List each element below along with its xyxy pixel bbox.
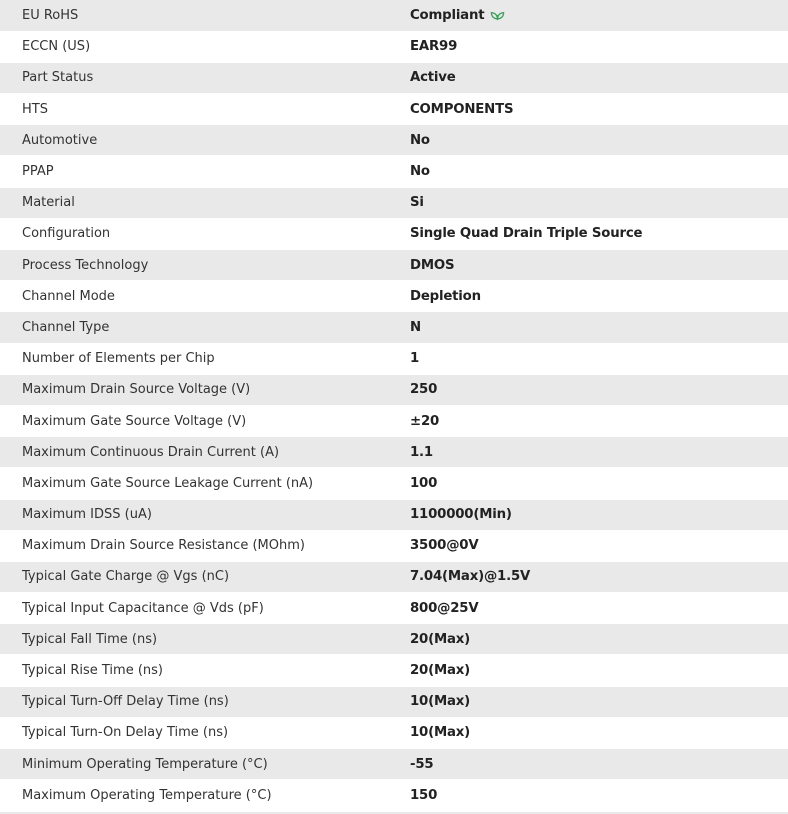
spec-value: COMPONENTS: [410, 101, 514, 117]
spec-label: Maximum IDSS (uA): [22, 507, 152, 523]
spec-label: Maximum Drain Source Voltage (V): [22, 382, 251, 398]
spec-value: Single Quad Drain Triple Source: [410, 226, 643, 242]
spec-value: Depletion: [410, 288, 481, 304]
spec-row: [0, 749, 788, 780]
spec-label: Number of Elements per Chip: [22, 351, 215, 367]
spec-row: [0, 250, 788, 281]
spec-row: [0, 561, 788, 592]
spec-value: ±20: [410, 413, 440, 429]
spec-value-cell: [410, 125, 788, 156]
spec-value-cell: [410, 312, 788, 343]
spec-label: Typical Fall Time (ns): [22, 631, 158, 647]
spec-label: Part Status: [22, 70, 94, 86]
spec-value: 3500@0V: [410, 538, 479, 554]
spec-row: [0, 437, 788, 468]
spec-label: Channel Mode: [22, 288, 115, 304]
spec-value: 10(Max): [410, 725, 471, 741]
spec-label: Typical Turn-Off Delay Time (ns): [22, 694, 229, 710]
spec-value: 1.1: [410, 444, 433, 460]
spec-row: [0, 374, 788, 405]
spec-value-cell: [410, 624, 788, 655]
spec-value-cell: [410, 218, 788, 249]
spec-value: 10(Max): [410, 694, 471, 710]
spec-row: [0, 499, 788, 530]
spec-value: DMOS: [410, 257, 455, 273]
spec-label: ECCN (US): [22, 39, 91, 55]
spec-row: [0, 780, 788, 811]
spec-value: 20(Max): [410, 663, 471, 679]
spec-value-cell: [410, 717, 788, 748]
spec-row: [0, 405, 788, 436]
spec-value-cell: [410, 31, 788, 62]
spec-value: EAR99: [410, 39, 458, 55]
spec-row: [0, 343, 788, 374]
spec-value-cell: [410, 499, 788, 530]
spec-row: [0, 468, 788, 499]
spec-label: Typical Gate Charge @ Vgs (nC): [22, 569, 230, 585]
spec-value: 150: [410, 787, 438, 803]
spec-row: [0, 187, 788, 218]
spec-value: 7.04(Max)@1.5V: [410, 569, 531, 585]
spec-label: Maximum Drain Source Resistance (MOhm): [22, 538, 305, 554]
spec-label: Minimum Operating Temperature (°C): [22, 756, 268, 772]
spec-value-cell: [410, 468, 788, 499]
spec-value-cell: [410, 156, 788, 187]
spec-value-cell: [410, 405, 788, 436]
spec-value-cell: [410, 749, 788, 780]
spec-value: 20(Max): [410, 631, 471, 647]
spec-value-cell: [410, 437, 788, 468]
spec-row: [0, 624, 788, 655]
spec-row: [0, 717, 788, 748]
spec-value-cell: [410, 561, 788, 592]
spec-row: [0, 312, 788, 343]
spec-value-cell: [410, 343, 788, 374]
spec-value: 800@25V: [410, 600, 479, 616]
spec-label: Typical Turn-On Delay Time (ns): [22, 725, 229, 741]
spec-row: [0, 94, 788, 125]
spec-row: [0, 62, 788, 93]
spec-value-cell: [410, 593, 788, 624]
spec-value-cell: [410, 62, 788, 93]
leaf-icon: [490, 9, 505, 21]
spec-label: HTS: [22, 101, 48, 117]
spec-value-cell: [410, 281, 788, 312]
spec-value-cell: [410, 530, 788, 561]
spec-value: Active: [410, 70, 456, 86]
spec-value: 100: [410, 475, 438, 491]
spec-value-cell: [410, 187, 788, 218]
spec-row: [0, 530, 788, 561]
spec-label: EU RoHS: [22, 7, 79, 23]
spec-row: [0, 218, 788, 249]
spec-value-cell: [410, 0, 788, 31]
spec-label: Typical Rise Time (ns): [22, 663, 163, 679]
spec-label: Material: [22, 195, 75, 211]
spec-label: Process Technology: [22, 257, 149, 273]
spec-value-cell: [410, 94, 788, 125]
spec-value-cell: [410, 655, 788, 686]
spec-label: PPAP: [22, 164, 54, 180]
spec-label: Automotive: [22, 132, 98, 148]
spec-label: Maximum Operating Temperature (°C): [22, 787, 272, 803]
spec-label: Maximum Gate Source Voltage (V): [22, 413, 247, 429]
spec-value: N: [410, 319, 421, 335]
spec-row: [0, 156, 788, 187]
spec-value-cell: [410, 686, 788, 717]
spec-label: Configuration: [22, 226, 111, 242]
spec-value: No: [410, 132, 430, 148]
spec-value: 1100000(Min): [410, 507, 512, 523]
spec-value-cell: [410, 780, 788, 811]
spec-value-cell: [410, 250, 788, 281]
spec-row: [0, 593, 788, 624]
spec-value: Si: [410, 195, 424, 211]
spec-row: [0, 281, 788, 312]
spec-label: Channel Type: [22, 319, 110, 335]
spec-value-cell: [410, 374, 788, 405]
spec-row: [0, 655, 788, 686]
spec-row: [0, 686, 788, 717]
spec-label: Maximum Gate Source Leakage Current (nA): [22, 475, 314, 491]
spec-value: Compliant: [410, 7, 485, 23]
spec-label: Maximum Continuous Drain Current (A): [22, 444, 280, 460]
spec-label: Typical Input Capacitance @ Vds (pF): [22, 600, 264, 616]
spec-value: No: [410, 164, 430, 180]
spec-value: 1: [410, 351, 420, 367]
spec-value: 250: [410, 382, 438, 398]
spec-row: [0, 125, 788, 156]
spec-value: -55: [410, 756, 434, 772]
spec-row: [0, 31, 788, 62]
spec-row: [0, 0, 788, 31]
